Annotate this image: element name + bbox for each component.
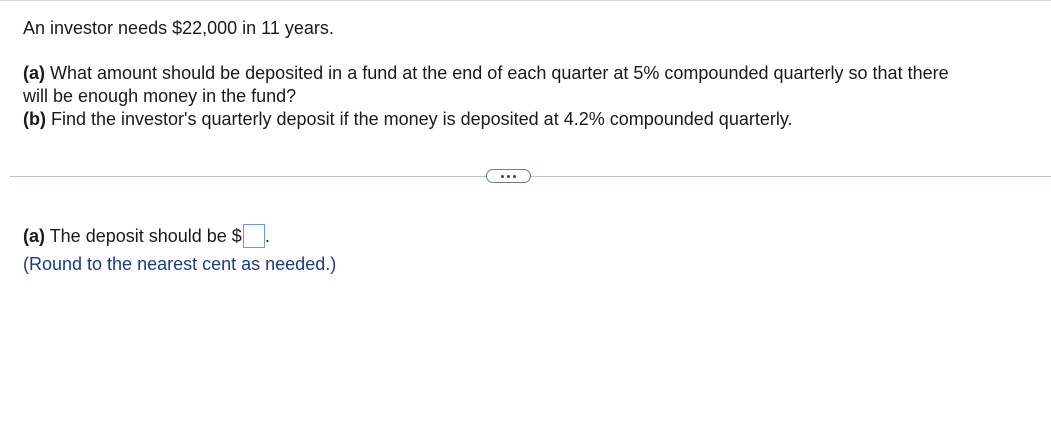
ellipsis-icon [501,175,504,178]
answer-suffix: . [264,226,270,246]
expand-more-button[interactable] [486,169,531,183]
question-block [23,62,1033,131]
part-b-tag: (b) [23,109,46,129]
answer-line [23,224,270,248]
answer-prefix: The deposit should be $ [45,226,242,246]
answer-tag: (a) [23,226,45,246]
part-a-text-line1: What amount should be deposited in a fund at the end of each quarter at 5% compounded quarterly so that there [45,63,949,83]
ellipsis-icon [513,175,516,178]
rounding-hint: (Round to the nearest cent as needed.) [23,254,337,274]
part-b-question [23,108,1033,131]
problem-intro: An investor needs $22,000 in 11 years. [23,18,334,38]
part-a-question [23,62,1033,85]
ellipsis-icon [507,175,510,178]
part-a-text-line2: will be enough money in the fund? [23,86,297,106]
part-a-tag: (a) [23,63,45,83]
top-border [0,0,1051,1]
deposit-answer-input[interactable] [243,224,265,248]
part-b-text: Find the investor's quarterly deposit if the money is deposited at 4.2% compounded quarterly. [45,109,793,129]
